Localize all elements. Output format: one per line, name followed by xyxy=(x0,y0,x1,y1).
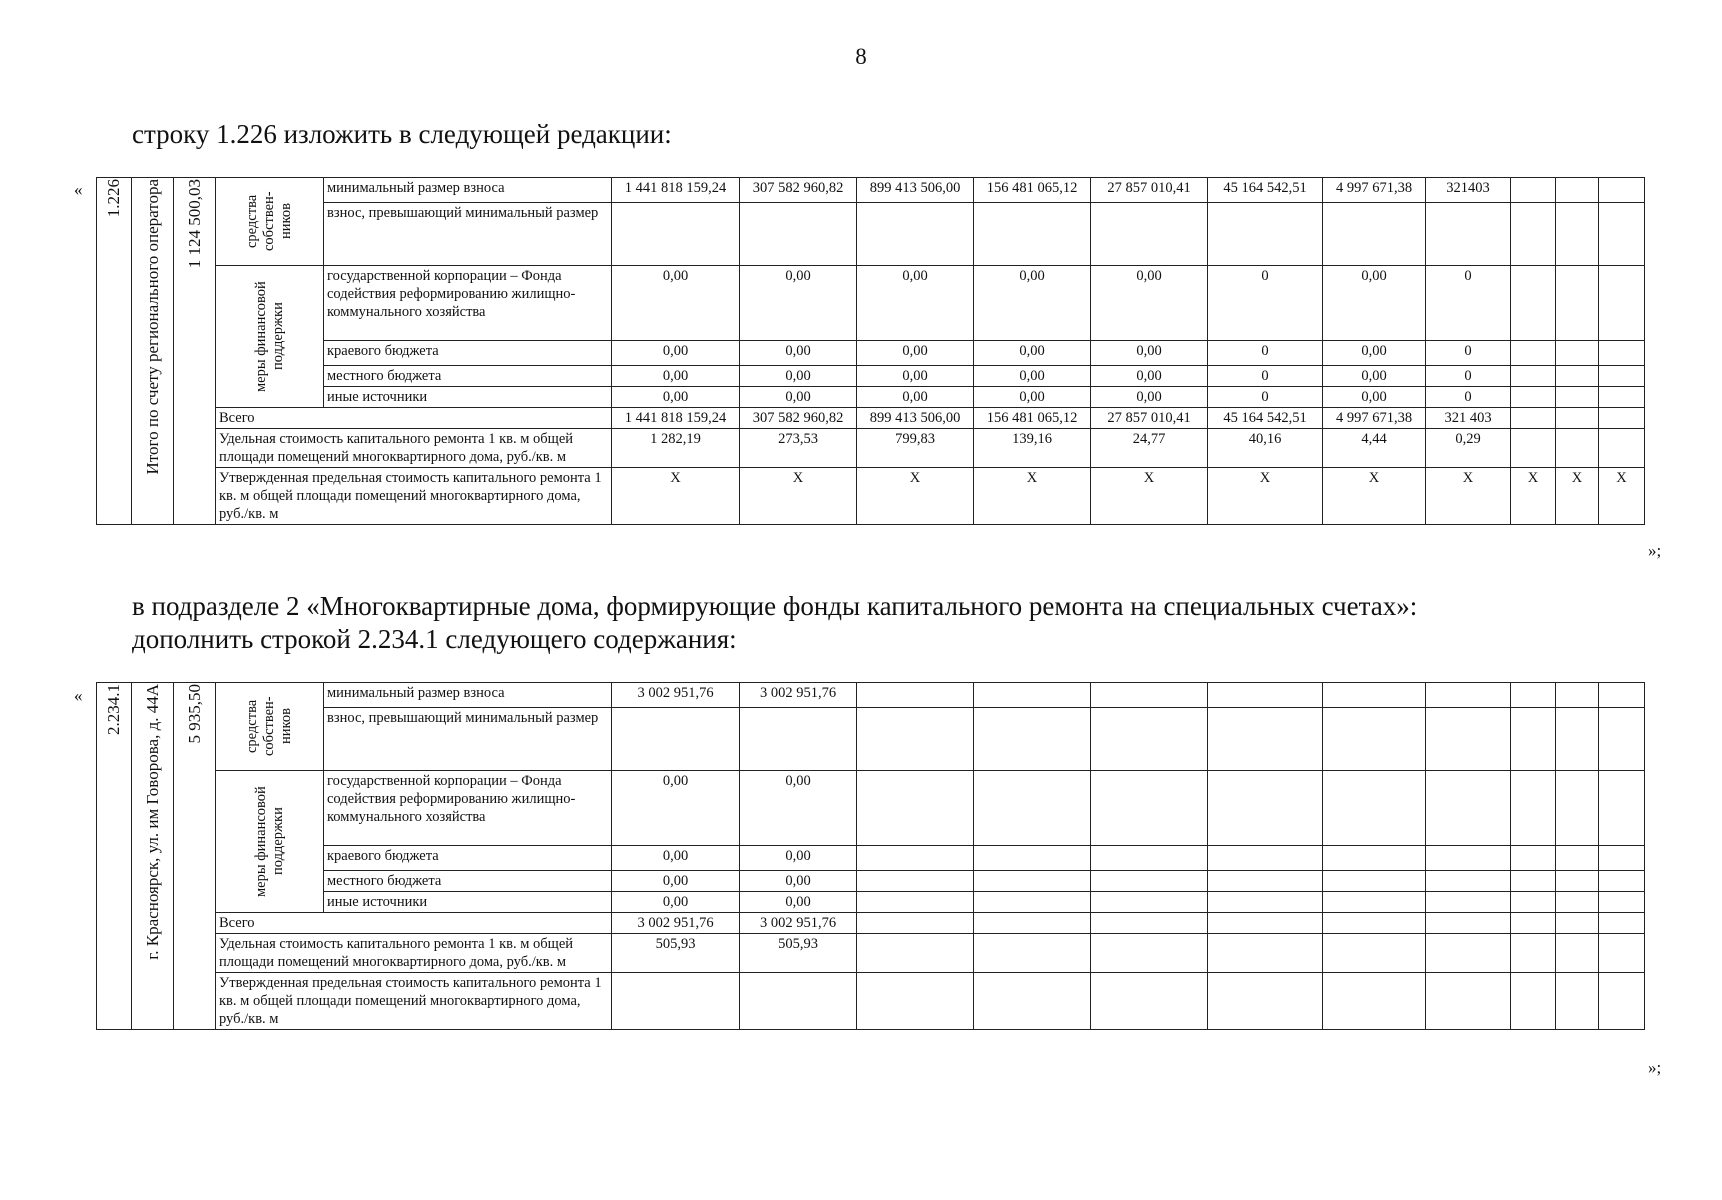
value-cell: Х xyxy=(974,468,1091,525)
value-cell xyxy=(1323,683,1426,708)
table-row xyxy=(97,973,1645,1030)
value-cell xyxy=(1091,973,1208,1030)
value-cell: 505,93 xyxy=(612,934,740,973)
row-label: Удельная стоимость капитального ремонта 1 кв. м общей площади помещений многоквартирного дома, руб./кв. м xyxy=(216,934,612,973)
table-row xyxy=(97,178,1645,203)
value-cell: Х xyxy=(1208,468,1323,525)
table-row xyxy=(97,266,1645,341)
value-cell xyxy=(1599,408,1645,429)
table-row-1226 xyxy=(96,177,1645,525)
value-cell xyxy=(1556,973,1599,1030)
row-label: взнос, превышающий минимальный размер xyxy=(324,708,612,771)
value-cell xyxy=(974,683,1091,708)
value-cell xyxy=(1511,771,1556,846)
value-cell: 899 413 506,00 xyxy=(857,408,974,429)
table-row xyxy=(97,913,1645,934)
value-cell xyxy=(857,973,974,1030)
value-cell: 0,00 xyxy=(612,266,740,341)
value-cell xyxy=(1323,771,1426,846)
value-cell xyxy=(1599,913,1645,934)
table-row xyxy=(97,468,1645,525)
value-cell xyxy=(740,708,857,771)
value-cell: 0,00 xyxy=(612,771,740,846)
value-cell: 0,00 xyxy=(740,341,857,366)
value-cell: 321403 xyxy=(1426,178,1511,203)
value-cell: 0,00 xyxy=(1323,341,1426,366)
value-cell xyxy=(1556,341,1599,366)
value-cell: 505,93 xyxy=(740,934,857,973)
value-cell xyxy=(1556,178,1599,203)
value-cell xyxy=(1323,913,1426,934)
value-cell xyxy=(1208,892,1323,913)
table2-open-quote: « xyxy=(74,686,83,705)
value-cell xyxy=(1599,973,1645,1030)
row-number-cell xyxy=(97,683,132,1030)
value-cell xyxy=(1091,846,1208,871)
value-cell xyxy=(1599,771,1645,846)
value-cell: Х xyxy=(1556,468,1599,525)
value-cell: 27 857 010,41 xyxy=(1091,408,1208,429)
value-cell xyxy=(1323,846,1426,871)
group-support-label: меры финансовой поддержки xyxy=(252,281,286,392)
value-cell: 0,00 xyxy=(612,366,740,387)
value-cell: 0 xyxy=(1426,341,1511,366)
value-cell xyxy=(974,771,1091,846)
value-cell xyxy=(1323,708,1426,771)
value-cell: 273,53 xyxy=(740,429,857,468)
value-cell: 0,00 xyxy=(857,266,974,341)
value-cell: 0,00 xyxy=(1091,387,1208,408)
value-cell: 321 403 xyxy=(1426,408,1511,429)
page-number: 8 xyxy=(855,44,867,69)
value-cell xyxy=(1511,871,1556,892)
value-cell: 0,00 xyxy=(612,341,740,366)
value-cell xyxy=(1426,203,1511,266)
value-cell xyxy=(1208,771,1323,846)
value-cell xyxy=(1091,708,1208,771)
value-cell: 3 002 951,76 xyxy=(740,683,857,708)
row-label: минимальный размер взноса xyxy=(324,178,612,203)
value-cell: Х xyxy=(1511,468,1556,525)
value-cell: 0,00 xyxy=(974,387,1091,408)
value-cell: 3 002 951,76 xyxy=(612,913,740,934)
table-row xyxy=(97,846,1645,871)
value-cell: 0 xyxy=(1208,387,1323,408)
table-row xyxy=(97,934,1645,973)
row-label: Всего xyxy=(216,913,612,934)
table1-open-quote: « xyxy=(74,180,83,199)
section2-intro xyxy=(132,590,1417,656)
table-row xyxy=(97,366,1645,387)
value-cell xyxy=(1426,973,1511,1030)
value-cell xyxy=(1426,708,1511,771)
value-cell xyxy=(1599,429,1645,468)
value-cell: 0,00 xyxy=(857,341,974,366)
value-cell xyxy=(974,203,1091,266)
value-cell: 1 441 818 159,24 xyxy=(612,178,740,203)
value-cell xyxy=(1208,708,1323,771)
row-label: Удельная стоимость капитального ремонта 1 кв. м общей площади помещений многоквартирного дома, руб./кв. м xyxy=(216,429,612,468)
value-cell: 0,00 xyxy=(857,387,974,408)
value-cell: 156 481 065,12 xyxy=(974,178,1091,203)
area-value: 1 124 500,03 xyxy=(184,179,204,269)
group-owners-label: средства собствен-ников xyxy=(244,191,294,252)
value-cell: 45 164 542,51 xyxy=(1208,178,1323,203)
table2-close-quote: »; xyxy=(1648,1058,1662,1077)
value-cell xyxy=(1323,871,1426,892)
value-cell xyxy=(1208,203,1323,266)
value-cell: 0 xyxy=(1208,366,1323,387)
row-label: местного бюджета xyxy=(324,366,612,387)
value-cell xyxy=(857,934,974,973)
value-cell: 0 xyxy=(1426,266,1511,341)
value-cell xyxy=(1599,366,1645,387)
value-cell xyxy=(974,892,1091,913)
table-row xyxy=(97,429,1645,468)
group-support-label-cell xyxy=(216,266,324,408)
value-cell xyxy=(1208,871,1323,892)
value-cell xyxy=(1599,892,1645,913)
value-cell xyxy=(1426,846,1511,871)
value-cell: 1 282,19 xyxy=(612,429,740,468)
value-cell: 0,00 xyxy=(1091,366,1208,387)
value-cell: 139,16 xyxy=(974,429,1091,468)
value-cell xyxy=(612,203,740,266)
value-cell: Х xyxy=(612,468,740,525)
row-label: Утвержденная предельная стоимость капитального ремонта 1 кв. м общей площади помещений многоквартирного дома, руб./кв. м xyxy=(216,973,612,1030)
value-cell xyxy=(612,973,740,1030)
value-cell xyxy=(1208,846,1323,871)
value-cell: 0,00 xyxy=(740,387,857,408)
value-cell xyxy=(1323,892,1426,913)
value-cell xyxy=(1556,203,1599,266)
value-cell xyxy=(1556,871,1599,892)
row-label: минимальный размер взноса xyxy=(324,683,612,708)
value-cell xyxy=(1091,771,1208,846)
value-cell xyxy=(1556,408,1599,429)
row-label: государственной корпорации – Фонда содействия реформированию жилищно-коммунального хозяйства xyxy=(324,266,612,341)
value-cell xyxy=(1599,341,1645,366)
row-label: иные источники xyxy=(324,387,612,408)
value-cell xyxy=(1511,266,1556,341)
value-cell xyxy=(974,913,1091,934)
row-label: иные источники xyxy=(324,892,612,913)
value-cell xyxy=(1599,846,1645,871)
value-cell xyxy=(1556,366,1599,387)
section2-intro-line2: дополнить строкой 2.234.1 следующего содержания: xyxy=(132,624,737,654)
value-cell xyxy=(1599,178,1645,203)
value-cell: 0,00 xyxy=(974,266,1091,341)
table-row xyxy=(97,708,1645,771)
value-cell: 307 582 960,82 xyxy=(740,178,857,203)
value-cell xyxy=(1599,871,1645,892)
value-cell xyxy=(1599,387,1645,408)
row-name: г. Красноярск, ул. им Говорова, д. 44А xyxy=(142,684,162,960)
value-cell xyxy=(1091,683,1208,708)
value-cell: 4 997 671,38 xyxy=(1323,408,1426,429)
value-cell xyxy=(1556,913,1599,934)
value-cell: 0 xyxy=(1426,387,1511,408)
group-owners-label-cell xyxy=(216,683,324,771)
table-row xyxy=(97,387,1645,408)
table-row xyxy=(97,892,1645,913)
value-cell xyxy=(1556,708,1599,771)
value-cell xyxy=(1599,266,1645,341)
value-cell xyxy=(1323,934,1426,973)
value-cell: 0,00 xyxy=(612,387,740,408)
value-cell: 0,00 xyxy=(740,892,857,913)
value-cell xyxy=(857,846,974,871)
area-value-cell xyxy=(174,178,216,525)
row-name: Итого по счету регионального оператора xyxy=(142,179,162,475)
value-cell: 0,29 xyxy=(1426,429,1511,468)
value-cell xyxy=(1511,913,1556,934)
value-cell: 0 xyxy=(1208,266,1323,341)
value-cell: 0,00 xyxy=(740,846,857,871)
value-cell xyxy=(1599,203,1645,266)
value-cell: 0,00 xyxy=(1091,341,1208,366)
value-cell xyxy=(1511,683,1556,708)
value-cell xyxy=(1426,771,1511,846)
value-cell: 0,00 xyxy=(974,366,1091,387)
value-cell xyxy=(1091,203,1208,266)
value-cell: Х xyxy=(1091,468,1208,525)
value-cell: 4 997 671,38 xyxy=(1323,178,1426,203)
value-cell xyxy=(1511,387,1556,408)
value-cell: 0,00 xyxy=(612,846,740,871)
group-owners-label-cell xyxy=(216,178,324,266)
value-cell: 27 857 010,41 xyxy=(1091,178,1208,203)
value-cell xyxy=(1426,892,1511,913)
value-cell xyxy=(1556,771,1599,846)
table-row xyxy=(97,771,1645,846)
value-cell xyxy=(857,771,974,846)
value-cell xyxy=(857,913,974,934)
value-cell xyxy=(1091,892,1208,913)
value-cell xyxy=(1556,387,1599,408)
value-cell xyxy=(1511,934,1556,973)
value-cell xyxy=(1511,708,1556,771)
value-cell xyxy=(1426,934,1511,973)
row-name-cell xyxy=(132,178,174,525)
value-cell: 156 481 065,12 xyxy=(974,408,1091,429)
value-cell: 1 441 818 159,24 xyxy=(612,408,740,429)
area-value-cell xyxy=(174,683,216,1030)
value-cell xyxy=(857,708,974,771)
row-name-cell xyxy=(132,683,174,1030)
value-cell xyxy=(1091,913,1208,934)
value-cell: Х xyxy=(1426,468,1511,525)
value-cell xyxy=(1323,203,1426,266)
value-cell xyxy=(1323,973,1426,1030)
value-cell xyxy=(1599,708,1645,771)
section2-intro-line1: в подразделе 2 «Многоквартирные дома, формирующие фонды капитального ремонта на специальных счетах»: xyxy=(132,591,1418,621)
value-cell: 45 164 542,51 xyxy=(1208,408,1323,429)
value-cell: Х xyxy=(1599,468,1645,525)
value-cell: 24,77 xyxy=(1091,429,1208,468)
value-cell xyxy=(1511,846,1556,871)
section1-intro: строку 1.226 изложить в следующей редакции: xyxy=(132,119,672,149)
value-cell: 307 582 960,82 xyxy=(740,408,857,429)
value-cell xyxy=(1208,973,1323,1030)
value-cell xyxy=(974,846,1091,871)
row-label: краевого бюджета xyxy=(324,846,612,871)
value-cell xyxy=(974,708,1091,771)
value-cell: 0,00 xyxy=(740,366,857,387)
value-cell: 899 413 506,00 xyxy=(857,178,974,203)
row-label: Всего xyxy=(216,408,612,429)
value-cell xyxy=(857,683,974,708)
value-cell xyxy=(1556,892,1599,913)
table-row-2234-1 xyxy=(96,682,1645,1030)
value-cell xyxy=(1599,934,1645,973)
value-cell xyxy=(740,203,857,266)
value-cell xyxy=(1556,683,1599,708)
row-number: 2.234.1 xyxy=(104,684,123,735)
value-cell: 0,00 xyxy=(857,366,974,387)
table1-close-quote: »; xyxy=(1648,541,1662,560)
value-cell xyxy=(1556,429,1599,468)
value-cell: 0,00 xyxy=(740,266,857,341)
value-cell: 0,00 xyxy=(974,341,1091,366)
row-label: краевого бюджета xyxy=(324,341,612,366)
value-cell: 0,00 xyxy=(740,871,857,892)
value-cell xyxy=(857,203,974,266)
value-cell xyxy=(974,973,1091,1030)
row-label: Утвержденная предельная стоимость капитального ремонта 1 кв. м общей площади помещений многоквартирного дома, руб./кв. м xyxy=(216,468,612,525)
value-cell xyxy=(1511,973,1556,1030)
value-cell: 3 002 951,76 xyxy=(612,683,740,708)
row-label: взнос, превышающий минимальный размер xyxy=(324,203,612,266)
row-label: местного бюджета xyxy=(324,871,612,892)
group-owners-label: средства собствен-ников xyxy=(244,696,294,757)
value-cell xyxy=(1091,871,1208,892)
value-cell: 0,00 xyxy=(1091,266,1208,341)
value-cell xyxy=(974,871,1091,892)
value-cell xyxy=(1426,913,1511,934)
row-number: 1.226 xyxy=(104,179,123,218)
value-cell: 0,00 xyxy=(1323,266,1426,341)
value-cell xyxy=(1091,934,1208,973)
row-number-cell xyxy=(97,178,132,525)
value-cell xyxy=(1511,203,1556,266)
value-cell xyxy=(1511,429,1556,468)
value-cell: Х xyxy=(1323,468,1426,525)
table-row xyxy=(97,341,1645,366)
table-row xyxy=(97,203,1645,266)
value-cell: 0,00 xyxy=(1323,366,1426,387)
value-cell xyxy=(1208,934,1323,973)
value-cell: 40,16 xyxy=(1208,429,1323,468)
value-cell xyxy=(1511,366,1556,387)
table-row xyxy=(97,408,1645,429)
value-cell: 799,83 xyxy=(857,429,974,468)
value-cell xyxy=(1511,178,1556,203)
value-cell xyxy=(1208,913,1323,934)
value-cell xyxy=(974,934,1091,973)
value-cell: Х xyxy=(857,468,974,525)
group-support-label-cell xyxy=(216,771,324,913)
value-cell: 3 002 951,76 xyxy=(740,913,857,934)
value-cell xyxy=(1511,408,1556,429)
value-cell xyxy=(1511,892,1556,913)
value-cell: 0,00 xyxy=(612,892,740,913)
value-cell xyxy=(1556,934,1599,973)
table-row xyxy=(97,871,1645,892)
area-value: 5 935,50 xyxy=(184,684,204,744)
value-cell: 0 xyxy=(1208,341,1323,366)
value-cell xyxy=(1208,683,1323,708)
value-cell xyxy=(1599,683,1645,708)
value-cell xyxy=(1426,871,1511,892)
value-cell xyxy=(857,871,974,892)
value-cell xyxy=(1556,846,1599,871)
value-cell xyxy=(612,708,740,771)
value-cell: 0 xyxy=(1426,366,1511,387)
table-row xyxy=(97,683,1645,708)
value-cell: 0,00 xyxy=(1323,387,1426,408)
value-cell xyxy=(1511,341,1556,366)
value-cell: 0,00 xyxy=(740,771,857,846)
group-support-label: меры финансовой поддержки xyxy=(252,786,286,897)
value-cell: 0,00 xyxy=(612,871,740,892)
value-cell xyxy=(1556,266,1599,341)
value-cell: Х xyxy=(740,468,857,525)
value-cell: 4,44 xyxy=(1323,429,1426,468)
row-label: государственной корпорации – Фонда содействия реформированию жилищно-коммунального хозяйства xyxy=(324,771,612,846)
value-cell xyxy=(1426,683,1511,708)
value-cell xyxy=(857,892,974,913)
value-cell xyxy=(740,973,857,1030)
